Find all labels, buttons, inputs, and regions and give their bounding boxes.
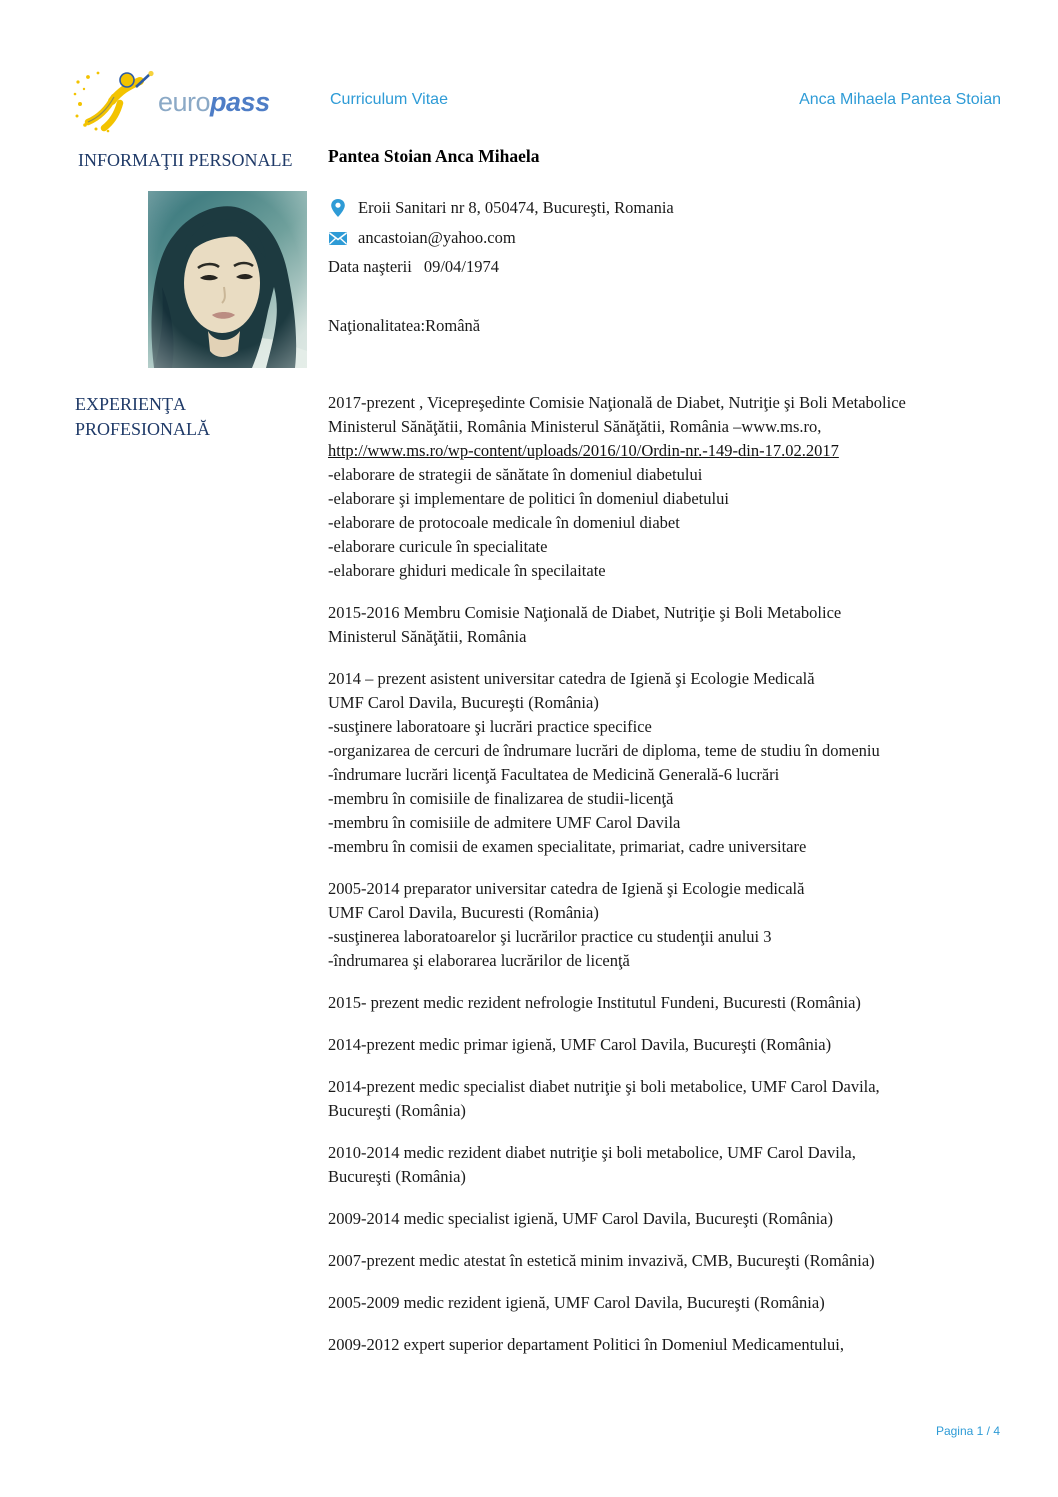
person-full-name: Pantea Stoian Anca Mihaela (328, 146, 540, 166)
logo-word-pass: pass (210, 86, 270, 117)
envelope-icon (328, 228, 348, 248)
experience-entry (328, 1291, 1018, 1315)
experience-line: -elaborare ghiduri medicale în specilaitate (328, 561, 606, 580)
experience-line: Ministerul Sănăţătii, România (328, 627, 527, 646)
header-owner-name: Anca Mihaela Pantea Stoian (799, 91, 1001, 108)
email-text[interactable]: ancastoian@yahoo.com (358, 228, 516, 247)
experience-entry (328, 391, 1018, 583)
experience-line: 2015- prezent medic rezident nefrologie Institutul Fundeni, Bucuresti (România) (328, 993, 861, 1012)
experience-line: Ministerul Sănăţătii, România Ministerul Sănăţătii, România –www.ms.ro, (328, 417, 822, 436)
experience-line: -membru în comisiile de finalizarea de studii-licenţă (328, 789, 674, 808)
experience-entry (328, 667, 1018, 859)
europass-logo (72, 70, 270, 134)
experience-line: -elaborare şi implementare de politici în domeniul diabetului (328, 489, 729, 508)
experience-line: -elaborare de strategii de sănătate în domeniul diabetului (328, 465, 703, 484)
section-personal-heading: INFORMAŢII PERSONALE (78, 150, 293, 170)
experience-line: -susţinerea laboratoarelor şi lucrărilor practice cu studenţii anului 3 (328, 927, 772, 946)
logo-word-euro: euro (158, 86, 211, 117)
experience-line: 2010-2014 medic rezident diabet nutriţie şi boli metabolice, UMF Carol Davila, (328, 1143, 856, 1162)
email-row (328, 226, 1008, 250)
birth-date-value: 09/04/1974 (423, 257, 500, 276)
europass-figure-icon (72, 70, 164, 134)
page-number: Pagina 1 / 4 (935, 1424, 1000, 1438)
document-type-label: Curriculum Vitae (330, 91, 448, 108)
experience-line: 2014-prezent medic primar igienă, UMF Carol Davila, Bucureşti (România) (328, 1035, 832, 1054)
experience-line: -îndrumare lucrări licenţă Facultatea de Medicină Generală-6 lucrări (328, 765, 780, 784)
experience-line: -membru în comisiile de admitere UMF Carol Davila (328, 813, 681, 832)
experience-entry (328, 991, 1018, 1015)
experience-line: 2007-prezent medic atestat în estetică minim invazivă, CMB, Bucureşti (România) (328, 1251, 875, 1270)
location-pin-icon (328, 198, 348, 218)
experience-line: 2005-2009 medic rezident igienă, UMF Carol Davila, Bucureşti (România) (328, 1293, 825, 1312)
profile-photo (148, 191, 307, 368)
experience-entry (328, 1207, 1018, 1231)
experience-line: 2009-2012 expert superior departament Politici în Domeniul Medicamentului, (328, 1335, 844, 1354)
experience-line: -elaborare de protocoale medicale în domeniul diabet (328, 513, 680, 532)
experience-line: -îndrumarea şi elaborarea lucrărilor de licenţă (328, 951, 630, 970)
experience-entry (328, 877, 1018, 973)
experience-line: 2014 – prezent asistent universitar catedra de Igienă şi Ecologie Medicală (328, 669, 815, 688)
section-experience-heading (75, 392, 210, 442)
experience-line: 2009-2014 medic specialist igienă, UMF Carol Davila, Bucureşti (România) (328, 1209, 833, 1228)
experience-line: -susţinere laboratoare şi lucrări practice specifice (328, 717, 652, 736)
birth-date-row (328, 255, 1008, 279)
experience-line: Bucureşti (România) (328, 1101, 466, 1120)
experience-entry (328, 1249, 1018, 1273)
experience-entries (328, 391, 1018, 1375)
experience-line: 2017-prezent , Vicepreşedinte Comisie Naţională de Diabet, Nutriţie şi Boli Metabolice (328, 393, 906, 412)
experience-line: 2005-2014 preparator universitar catedra de Igienă şi Ecologie medicală (328, 879, 805, 898)
experience-entry (328, 1141, 1018, 1189)
ordin-link[interactable]: http://www.ms.ro/wp-content/uploads/2016/10/Ordin-nr.-149-din-17.02.2017 (328, 441, 839, 460)
experience-line: -elaborare curicule în specialitate (328, 537, 548, 556)
experience-entry (328, 601, 1018, 649)
nationality-row (328, 314, 1008, 338)
experience-entry (328, 1075, 1018, 1123)
birth-date-label: Data naşterii (328, 257, 412, 276)
experience-heading-line2: PROFESIONALĂ (75, 419, 211, 439)
address-text: Eroii Sanitari nr 8, 050474, Bucureşti, Romania (358, 198, 674, 217)
experience-line: Bucureşti (România) (328, 1167, 466, 1186)
nationality-text: Naţionalitatea:Română (328, 316, 481, 335)
experience-line: UMF Carol Davila, Bucuresti (România) (328, 903, 599, 922)
experience-line: 2015-2016 Membru Comisie Naţională de Diabet, Nutriţie şi Boli Metabolice (328, 603, 842, 622)
experience-heading-line1: EXPERIENŢA (75, 394, 186, 414)
experience-line: 2014-prezent medic specialist diabet nutriţie şi boli metabolice, UMF Carol Davila, (328, 1077, 880, 1096)
experience-entry (328, 1033, 1018, 1057)
experience-line: -organizarea de cercuri de îndrumare lucrări de diploma, teme de studiu în domeniu (328, 741, 880, 760)
experience-line: -membru în comisii de examen specialitate, primariat, cadre universitare (328, 837, 807, 856)
address-row (328, 196, 1008, 220)
experience-entry (328, 1333, 1018, 1357)
experience-line: UMF Carol Davila, Bucureşti (România) (328, 693, 599, 712)
